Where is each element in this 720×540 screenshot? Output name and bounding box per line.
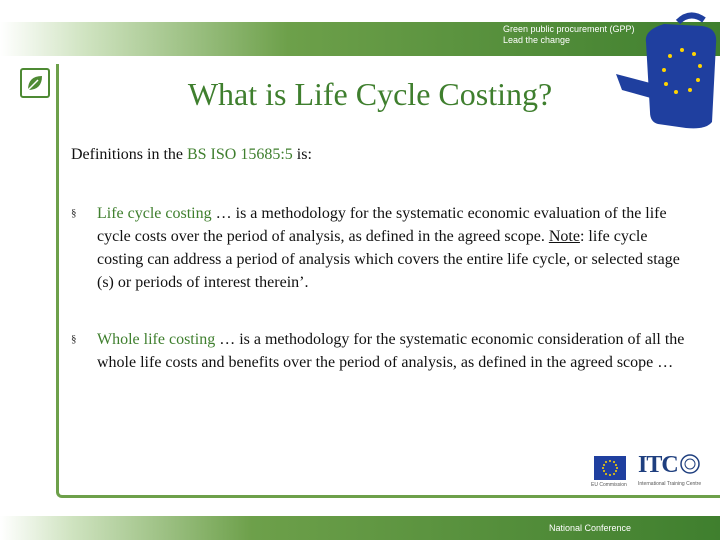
tagline-line-1: Green public procurement (GPP): [503, 24, 635, 34]
standard-reference: BS ISO 15685:5: [186, 146, 293, 163]
itc-logo-text: ITC: [638, 452, 678, 478]
eu-flag-icon: [594, 456, 626, 480]
eu-caption: EU Commission: [591, 482, 627, 488]
definition-term: Life cycle costing: [97, 205, 212, 222]
definition-term: Whole life costing: [97, 331, 216, 348]
page-title: What is Life Cycle Costing?: [187, 76, 553, 112]
note-text: : life cycle costing can address a period of analysis which covers the entire life cycle, or selected stage (s) or periods of interest therein’.: [97, 228, 680, 291]
footer-text: National Conference: [549, 523, 632, 533]
ilo-seal-icon: [680, 454, 700, 474]
bullet-marker: §: [71, 333, 77, 345]
list-item: [71, 328, 696, 374]
definitions-list: [71, 202, 696, 408]
tagline-line-2: Lead the change: [503, 35, 571, 45]
definition-text: … is a methodology for the systematic economic evaluation of the life cycle costs over the period of analysis, as defined in the agreed scope.: [97, 205, 667, 245]
definition-text: … is a methodology for the systematic economic consideration of all the whole life costs and benefits over the period of analysis, as defined in the agreed scope …: [97, 331, 685, 371]
intro-before: Definitions in the: [71, 146, 187, 163]
note-label: Note: [548, 228, 580, 245]
intro-text: [71, 146, 671, 164]
itc-logo-subtitle: International Training Centre: [638, 481, 702, 487]
list-item: [71, 202, 696, 294]
leaf-logo-icon: [20, 68, 50, 98]
bullet-marker: §: [71, 207, 77, 219]
intro-after: is:: [292, 146, 312, 163]
